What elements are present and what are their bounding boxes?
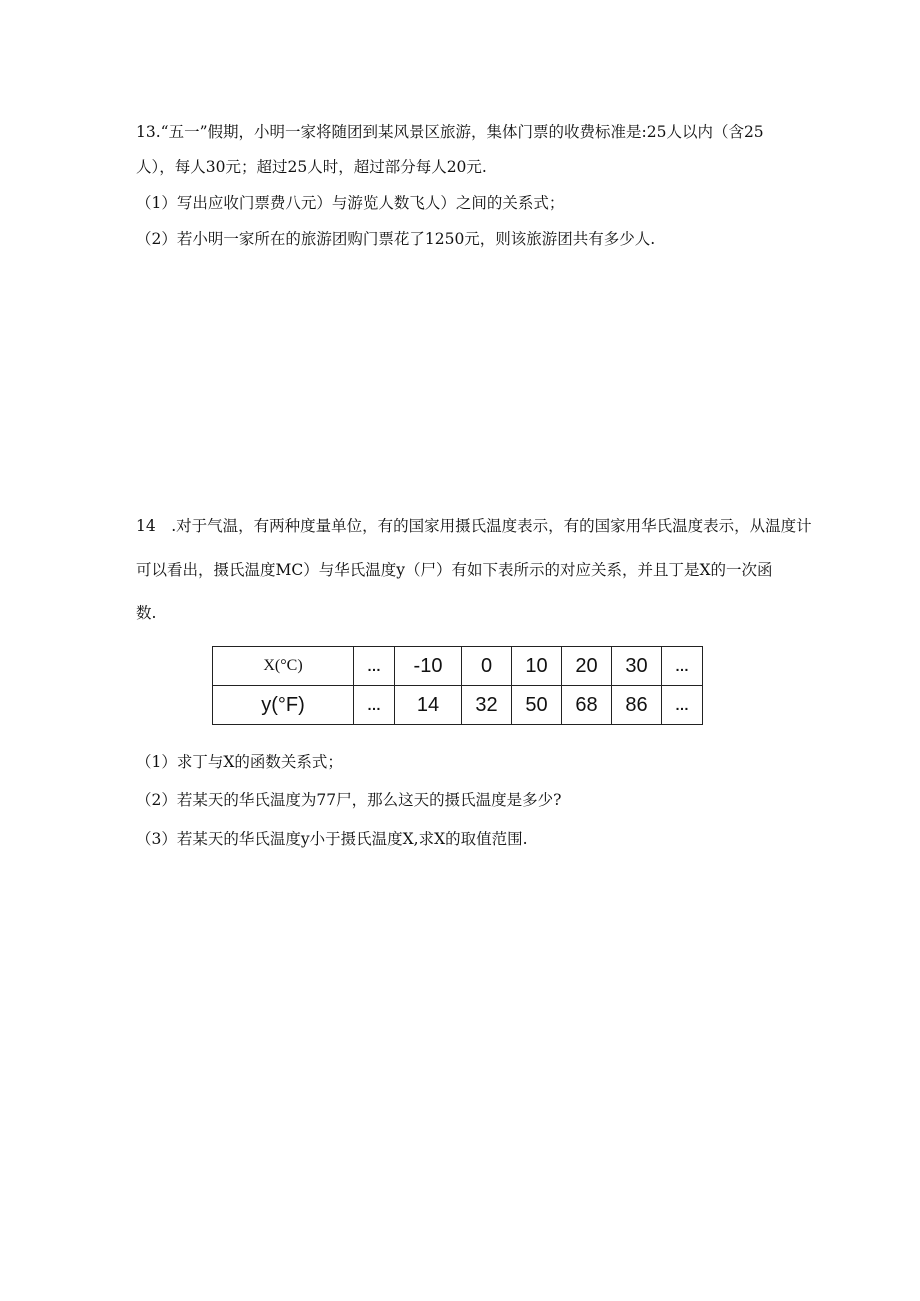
table-row-celsius xyxy=(213,647,703,686)
table-cell: 14 xyxy=(395,686,462,725)
q14-line-3: 数. xyxy=(136,604,157,622)
table-cell: … xyxy=(662,647,703,686)
table-cell: 86 xyxy=(612,686,662,725)
table-cell: 32 xyxy=(462,686,512,725)
table-cell: … xyxy=(662,686,703,725)
table-cell: … xyxy=(354,686,395,725)
table-header-x: X(°C) xyxy=(213,647,354,686)
table-cell: … xyxy=(354,647,395,686)
q13-part-1: （1）写出应收门票费八元）与游览人数飞人）之间的关系式； xyxy=(136,194,565,212)
table-cell: 30 xyxy=(612,647,662,686)
table-cell: 0 xyxy=(462,647,512,686)
table-cell: 10 xyxy=(512,647,562,686)
table-header-y: y(°F) xyxy=(213,686,354,725)
q14-part-1: （1）求丁与X的函数关系式； xyxy=(136,753,343,771)
table-cell: -10 xyxy=(395,647,462,686)
q13-line-1: 13.“五一”假期，小明一家将随团到某风景区旅游，集体门票的收费标准是:25人以内（含25 xyxy=(136,123,764,141)
table-cell: 68 xyxy=(562,686,612,725)
table-cell: 20 xyxy=(562,647,612,686)
q14-line-1: 14 .对于气温，有两种度量单位，有的国家用摄氏温度表示，有的国家用华氏温度表示，从温度计 xyxy=(136,517,812,535)
temperature-table xyxy=(212,646,703,725)
table-row-fahrenheit xyxy=(213,686,703,725)
q14-part-3: （3）若某天的华氏温度y小于摄氏温度X,求X的取值范围. xyxy=(136,830,528,848)
q14-part-2: （2）若某天的华氏温度为77尸，那么这天的摄氏温度是多少? xyxy=(136,791,562,809)
q13-line-2: 人），每人30元；超过25人时，超过部分每人20元. xyxy=(136,158,487,176)
q13-part-2: （2）若小明一家所在的旅游团购门票花了1250元，则该旅游团共有多少人. xyxy=(136,230,656,248)
table-cell: 50 xyxy=(512,686,562,725)
q14-line-2: 可以看出，摄氏温度MC）与华氏温度y（尸）有如下表所示的对应关系，并且丁是X的一次函 xyxy=(136,561,773,579)
